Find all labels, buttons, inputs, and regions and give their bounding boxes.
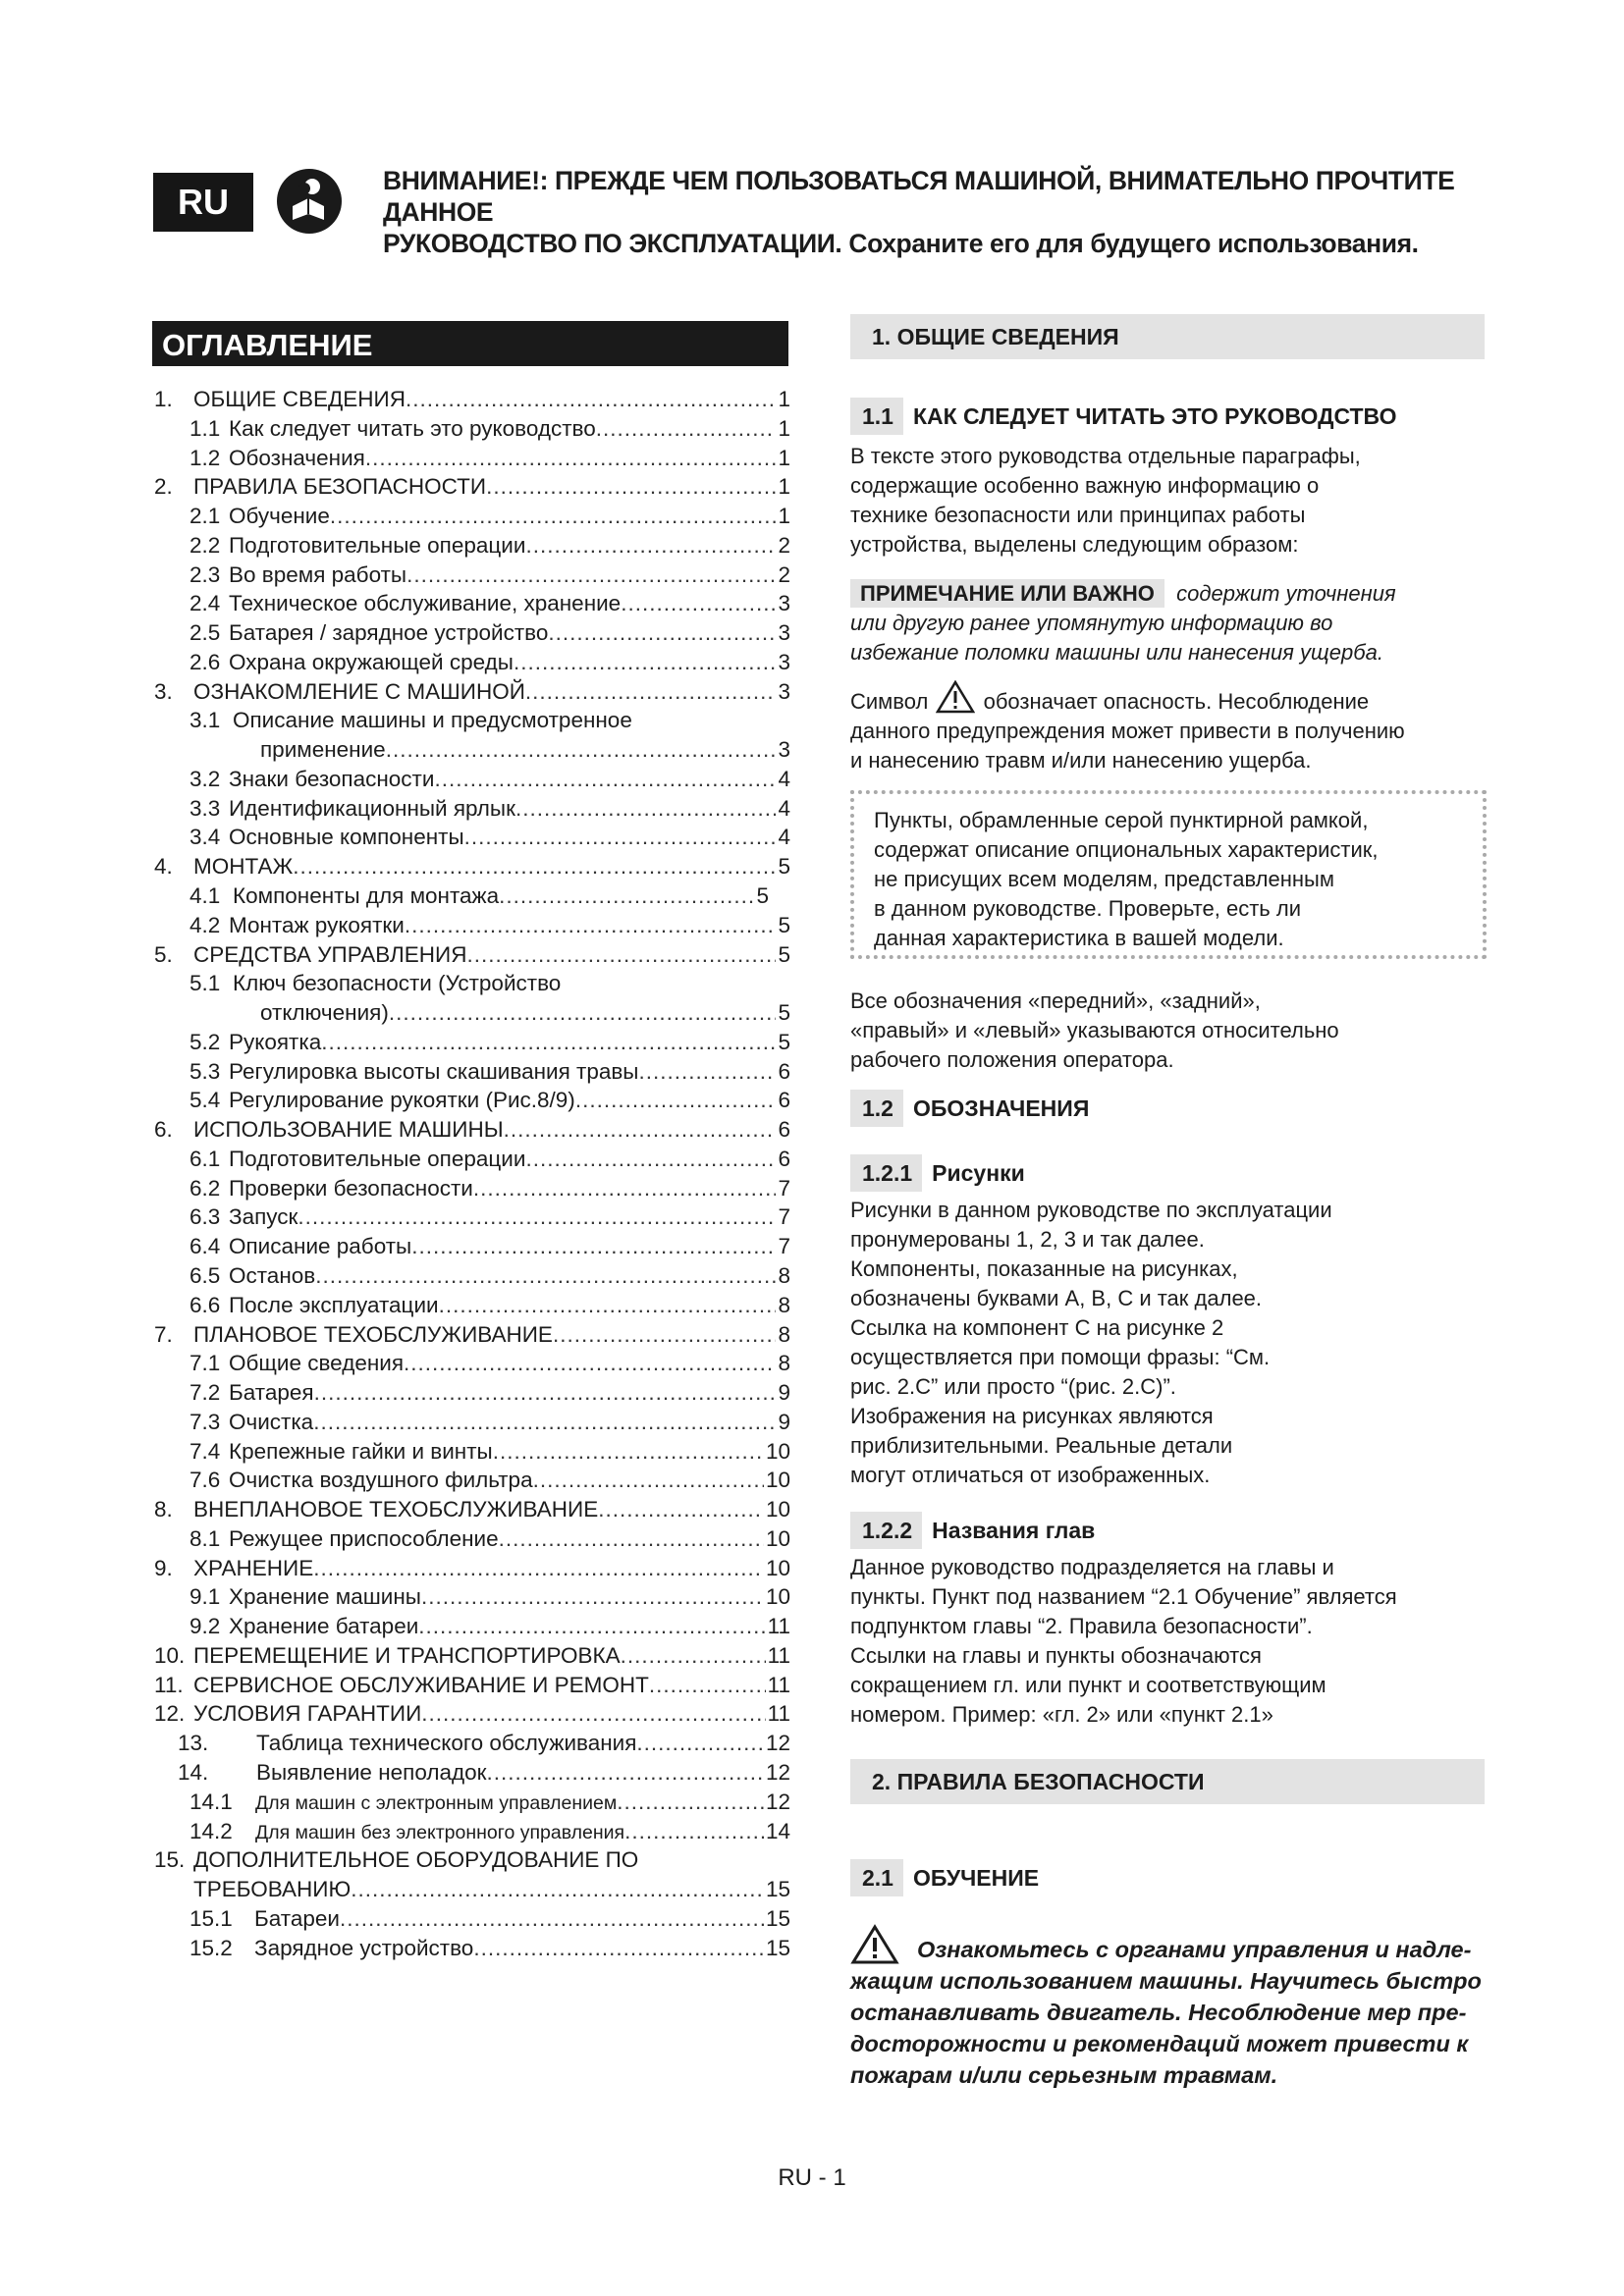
training-warning: Ознакомьтесь с органами управления и надле- жащим использованием машины. Научитесь быстро останавливать двигатель. Несоблюдение мер пре- досторожности и рекомендаций может привести к пожарам и/или серьезным травмам.	[850, 1934, 1489, 2091]
toc-item[interactable]: отключения) ..... 5	[154, 998, 790, 1028]
note-label: ПРИМЕЧАНИЕ ИЛИ ВАЖНО	[850, 579, 1164, 608]
toc-item[interactable]: 2.2 Подготовительные операции ..... 2	[154, 531, 790, 561]
toc-item[interactable]: 6.1 Подготовительные операции ..... 6	[154, 1145, 790, 1174]
toc-item[interactable]: 2.6 Охрана окружающей среды ..... 3	[154, 648, 790, 677]
orientation-paragraph: Все обозначения «передний», «задний», «правый» и «левый» указываются относительно рабочего положения оператора.	[850, 988, 1339, 1072]
warning-triangle-icon	[936, 680, 975, 714]
toc-item[interactable]: 2.3 Во время работы ..... 2	[154, 561, 790, 590]
toc-item[interactable]: 4. МОНТАЖ ..... 5	[154, 852, 790, 881]
toc-item[interactable]: 4.1 Компоненты для монтажа ..... 5	[154, 881, 769, 911]
toc-item[interactable]: 3. ОЗНАКОМЛЕНИЕ С МАШИНОЙ ..... 3	[154, 677, 790, 707]
toc-item[interactable]: ТРЕБОВАНИЮ ..... 15	[154, 1875, 790, 1904]
figures-paragraph: Рисунки в данном руководстве по эксплуатации пронумерованы 1, 2, 3 и так далее. Компоненты, показанные на рисунках, обозначены буквами A, B, C и так далее. Ссылка на компонент C на рисунке 2 осуществляется при помощи фразы: “См. рис. 2.C” или просто “(рис. 2.C)”. Изображения на рисунках являются приблизительными. Реальные детали могут отличаться от изображенных.	[850, 1198, 1332, 1487]
toc-item[interactable]: 7.2 Батарея ..... 9	[154, 1378, 790, 1408]
note-paragraph: ПРИМЕЧАНИЕ ИЛИ ВАЖНО содержит уточнения или другую ранее упомянутую информацию во избежание поломки машины или нанесения ущерба.	[850, 581, 1396, 665]
toc-item[interactable]: 7.6 Очистка воздушного фильтра ..... 10	[154, 1466, 790, 1495]
toc-title: ОГЛАВЛЕНИЕ	[152, 321, 788, 366]
toc-item[interactable]: 9.1 Хранение машины ..... 10	[154, 1582, 790, 1612]
warning-line: РУКОВОДСТВО ПО ЭКСПЛУАТАЦИИ. Сохраните его для будущего использования.	[383, 229, 1419, 258]
toc-item[interactable]: 1.1 Как следует читать это руководство ..... 1	[154, 414, 790, 444]
toc-item[interactable]: 4.2 Монтаж рукоятки ..... 5	[154, 911, 790, 940]
toc-item[interactable]: 14. Выявление неполадок ..... 12	[154, 1758, 790, 1788]
toc-item[interactable]: 7.4 Крепежные гайки и винты ..... 10	[154, 1437, 790, 1467]
toc-item[interactable]: 3.3 Идентификационный ярлык ..... 4	[154, 794, 790, 824]
toc-item[interactable]: 8.1 Режущее приспособление ..... 10	[154, 1524, 790, 1554]
toc-item[interactable]: 3.4 Основные компоненты ..... 4	[154, 823, 790, 852]
subsection-heading: 1.2.2 Названия глав	[850, 1512, 1095, 1549]
toc-item[interactable]: применение ..... 3	[154, 735, 790, 765]
subsection-heading: 2.1 ОБУЧЕНИЕ	[850, 1859, 1039, 1896]
section-heading: 1. ОБЩИЕ СВЕДЕНИЯ	[850, 314, 1485, 359]
safety-warning	[383, 165, 1512, 259]
optional-features-box: Пункты, обрамленные серой пунктирной рамкой, содержат описание опциональных характеристик, не присущих всем моделям, представленным в данном руководстве. Проверьте, есть ли данная характеристика в вашей модели.	[850, 790, 1487, 959]
toc-item[interactable]: 2.5 Батарея / зарядное устройство ..... 3	[154, 618, 790, 648]
toc-item[interactable]: 6.5 Останов ..... 8	[154, 1261, 790, 1291]
toc-item[interactable]: 6.6 После эксплуатации ..... 8	[154, 1291, 790, 1320]
subsection-heading: 1.2 ОБОЗНАЧЕНИЯ	[850, 1090, 1089, 1127]
toc-item[interactable]: 13. Таблица технического обслуживания ..... 12	[154, 1729, 790, 1758]
table-of-contents	[154, 385, 790, 1962]
warning-line: ВНИМАНИЕ!: ПРЕЖДЕ ЧЕМ ПОЛЬЗОВАТЬСЯ МАШИНОЙ, ВНИМАТЕЛЬНО ПРОЧТИТЕ ДАННОЕ	[383, 166, 1455, 227]
toc-item[interactable]: 15.2 Зарядное устройство ..... 15	[154, 1934, 790, 1963]
toc-item[interactable]: 1. ОБЩИЕ СВЕДЕНИЯ ..... 1	[154, 385, 790, 414]
symbol-paragraph: Символ обозначает опасность. Несоблюдение данного предупреждения может привести в получению и нанесению травм и/или нанесению ущерба.	[850, 687, 1489, 775]
toc-item[interactable]: 7.3 Очистка ..... 9	[154, 1408, 790, 1437]
toc-item[interactable]: 7.1 Общие сведения ..... 8	[154, 1349, 790, 1378]
toc-item[interactable]: 10. ПЕРЕМЕЩЕНИЕ И ТРАНСПОРТИРОВКА ..... 11	[154, 1641, 790, 1671]
language-badge: RU	[153, 173, 253, 232]
toc-item[interactable]: 5.3 Регулировка высоты скашивания травы ..... 6	[154, 1057, 790, 1087]
toc-item[interactable]: 14.1 Для машин с электронным управлением ..... 12	[154, 1788, 790, 1817]
read-manual-icon	[275, 167, 344, 236]
subsection-heading: 1.1 КАК СЛЕДУЕТ ЧИТАТЬ ЭТО РУКОВОДСТВО	[850, 398, 1396, 435]
toc-item[interactable]: 5.4 Регулирование рукоятки (Рис.8/9) ..... 6	[154, 1086, 790, 1115]
toc-item[interactable]: 1.2 Обозначения ..... 1	[154, 444, 790, 473]
section-heading: 2. ПРАВИЛА БЕЗОПАСНОСТИ	[850, 1759, 1485, 1804]
toc-item[interactable]: 15. ДОПОЛНИТЕЛЬНОЕ ОБОРУДОВАНИЕ ПО	[154, 1847, 639, 1873]
toc-item[interactable]: 8. ВНЕПЛАНОВОЕ ТЕХОБСЛУЖИВАНИЕ ..... 10	[154, 1495, 790, 1524]
toc-item[interactable]: 5.1 Ключ безопасности (Устройство	[189, 971, 562, 996]
warning-triangle-icon	[850, 1924, 899, 1965]
toc-item[interactable]: 12. УСЛОВИЯ ГАРАНТИИ ..... 11	[154, 1699, 790, 1729]
toc-item[interactable]: 6.3 Запуск ..... 7	[154, 1202, 790, 1232]
toc-item[interactable]: 2.4 Техническое обслуживание, хранение ..... 3	[154, 589, 790, 618]
toc-item[interactable]: 15.1 Батареи ..... 15	[154, 1904, 790, 1934]
toc-item[interactable]: 3.2 Знаки безопасности ..... 4	[154, 765, 790, 794]
toc-item[interactable]: 2. ПРАВИЛА БЕЗОПАСНОСТИ ..... 1	[154, 472, 790, 502]
toc-item[interactable]: 9.2 Хранение батареи ..... 11	[154, 1612, 790, 1641]
toc-item[interactable]: 5.2 Рукоятка ..... 5	[154, 1028, 790, 1057]
subsection-heading: 1.2.1 Рисунки	[850, 1154, 1025, 1192]
toc-item[interactable]: 11. СЕРВИСНОЕ ОБСЛУЖИВАНИЕ И РЕМОНТ ..... 11	[154, 1671, 790, 1700]
toc-item[interactable]: 3.1 Описание машины и предусмотренное	[189, 708, 632, 733]
toc-item[interactable]: 6.2 Проверки безопасности ..... 7	[154, 1174, 790, 1203]
toc-item[interactable]: 7. ПЛАНОВОЕ ТЕХОБСЛУЖИВАНИЕ ..... 8	[154, 1320, 790, 1350]
chapters-paragraph: Данное руководство подразделяется на главы и пункты. Пункт под названием “2.1 Обучение” является подпунктом главы “2. Правила безопасности”. Ссылки на главы и пункты обозначаются сокращением гл. или пункт и соответствующим номером. Пример: «гл. 2» или «пункт 2.1»	[850, 1555, 1397, 1727]
toc-item[interactable]: 9. ХРАНЕНИЕ ..... 10	[154, 1554, 790, 1583]
toc-item[interactable]: 6. ИСПОЛЬЗОВАНИЕ МАШИНЫ ..... 6	[154, 1115, 790, 1145]
toc-item[interactable]: 6.4 Описание работы ..... 7	[154, 1232, 790, 1261]
toc-item[interactable]: 5. СРЕДСТВА УПРАВЛЕНИЯ ..... 5	[154, 940, 790, 970]
page-number: RU - 1	[778, 2164, 846, 2191]
toc-item[interactable]: 2.1 Обучение ..... 1	[154, 502, 790, 531]
toc-item[interactable]: 14.2 Для машин без электронного управления ..... 14	[154, 1817, 790, 1846]
paragraph: В тексте этого руководства отдельные параграфы, содержащие особенно важную информацию о технике безопасности или принципах работы устройства, выделены следующим образом:	[850, 444, 1361, 557]
